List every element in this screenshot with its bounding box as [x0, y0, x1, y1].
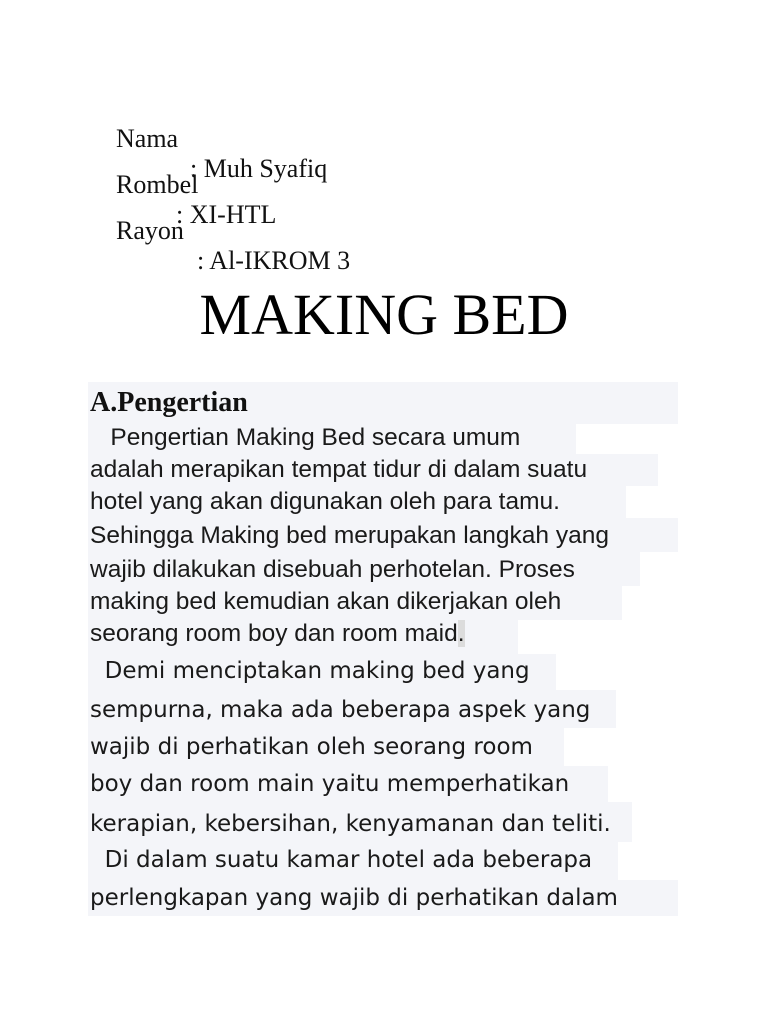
paragraph-line: Pengertian Making Bed secara umum: [90, 424, 521, 451]
info-label: Rayon: [116, 216, 184, 245]
paragraph-line: Sehingga Making bed merupakan langkah yang: [90, 522, 609, 549]
document-title: MAKING BED: [199, 282, 569, 347]
paragraph-line: sempurna, maka ada beberapa aspek yang: [90, 697, 591, 723]
section-heading: A.Pengertian: [90, 387, 248, 418]
paragraph-line: Demi menciptakan making bed yang: [90, 658, 530, 684]
paragraph-line: boy dan room main yaitu memperhatikan: [90, 771, 570, 797]
paragraph-line: making bed kemudian akan dikerjakan oleh: [90, 588, 562, 615]
paragraph-last-line: [90, 618, 465, 650]
info-value: : Muh Syafiq: [190, 154, 328, 183]
paragraph-line: perlengkapan yang wajib di perhatikan dalam: [90, 885, 618, 911]
highlighted-period: .: [457, 620, 465, 647]
info-label: Rombel: [116, 170, 199, 199]
info-value: : Al-IKROM 3: [197, 246, 351, 275]
paragraph-line: wajib di perhatikan oleh seorang room: [90, 734, 533, 760]
paragraph-line-text: seorang room boy dan room maid: [90, 620, 458, 647]
paragraph-line: hotel yang akan digunakan oleh para tamu.: [90, 488, 560, 515]
paragraph-line: adalah merapikan tempat tidur di dalam suatu: [90, 456, 588, 483]
paragraph-line: kerapian, kebersihan, kenyamanan dan teliti.: [90, 811, 611, 837]
paragraph-line: Di dalam suatu kamar hotel ada beberapa: [90, 847, 593, 873]
info-label: Nama: [116, 124, 179, 153]
info-value: : XI-HTL: [176, 200, 277, 229]
paragraph-line: wajib dilakukan disebuah perhotelan. Proses: [90, 556, 575, 583]
